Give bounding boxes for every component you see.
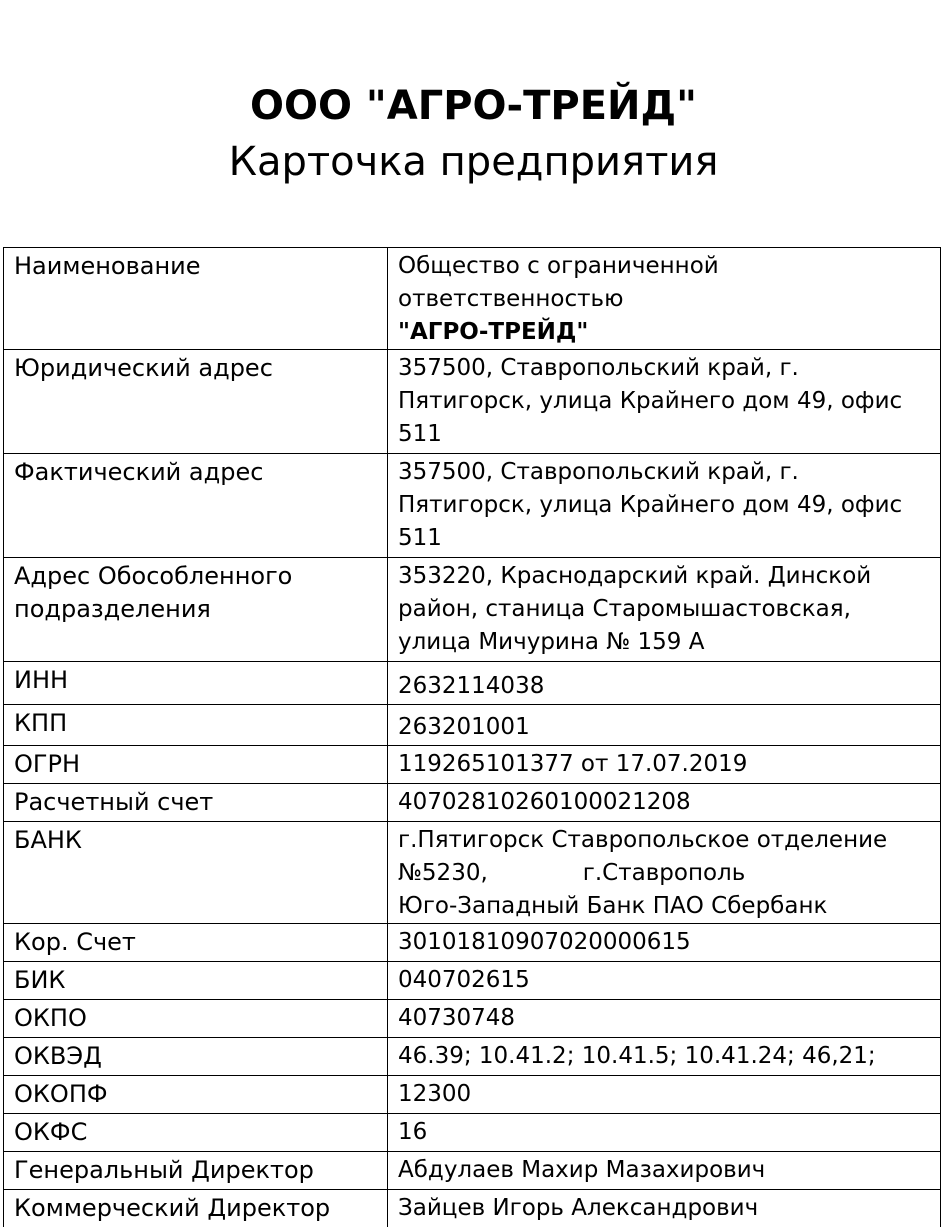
row-label: Генеральный Директор xyxy=(4,1152,388,1190)
table-row-okopf xyxy=(4,1076,941,1114)
table-row-name xyxy=(4,248,941,350)
row-label: Наименование xyxy=(4,248,388,350)
row-label: ОКФС xyxy=(4,1114,388,1152)
row-label: Расчетный счет xyxy=(4,784,388,822)
table-row-okpo xyxy=(4,1000,941,1038)
row-value: Абдулаев Махир Мазахирович xyxy=(388,1152,941,1190)
row-value: 30101810907020000615 xyxy=(388,924,941,962)
row-value: 2632114038 xyxy=(388,662,941,705)
row-label: БИК xyxy=(4,962,388,1000)
row-label: Коммерческий Директор xyxy=(4,1190,388,1227)
row-value: 12300 xyxy=(388,1076,941,1114)
row-value: 16 xyxy=(388,1114,941,1152)
table-row-okfs xyxy=(4,1114,941,1152)
row-label: Кор. Счет xyxy=(4,924,388,962)
row-label: Фактический адрес xyxy=(4,454,388,558)
table-row-ogrn xyxy=(4,746,941,784)
row-label: ОГРН xyxy=(4,746,388,784)
full-name-bold: "АГРО-ТРЕЙД" xyxy=(398,319,589,345)
row-label: ИНН xyxy=(4,662,388,705)
row-label: КПП xyxy=(4,705,388,746)
table-row-corr-account xyxy=(4,924,941,962)
row-label: ОКВЭД xyxy=(4,1038,388,1076)
document-header xyxy=(0,80,947,190)
row-value: 357500, Ставропольский край, г. Пятигорск, улица Крайнего дом 49, офис 511 xyxy=(388,350,941,454)
row-value: 119265101377 от 17.07.2019 xyxy=(388,746,941,784)
table-row-actual-address xyxy=(4,454,941,558)
row-label: БАНК xyxy=(4,822,388,924)
row-label: ОКПО xyxy=(4,1000,388,1038)
row-value: 40702810260100021208 xyxy=(388,784,941,822)
table-row-account xyxy=(4,784,941,822)
row-label: ОКОПФ xyxy=(4,1076,388,1114)
table-row-inn xyxy=(4,662,941,705)
document-subtitle: Карточка предприятия xyxy=(228,139,719,185)
table-row-commercial-director xyxy=(4,1190,941,1227)
table-row-kpp xyxy=(4,705,941,746)
row-label: Юридический адрес xyxy=(4,350,388,454)
row-value xyxy=(388,248,941,350)
company-title: ООО "АГРО-ТРЕЙД" xyxy=(249,83,697,129)
row-label: Адрес Обособленного подразделения xyxy=(4,558,388,662)
row-value xyxy=(388,822,941,924)
table-row-general-director xyxy=(4,1152,941,1190)
row-value: 357500, Ставропольский край, г. Пятигорск, улица Крайнего дом 49, офис 511 xyxy=(388,454,941,558)
company-card-table xyxy=(3,247,941,1227)
bank-line-2b: г.Ставрополь xyxy=(582,860,746,886)
table-row-bik xyxy=(4,962,941,1000)
bank-line-1: г.Пятигорск Ставропольское отделение xyxy=(398,827,888,853)
row-value: 040702615 xyxy=(388,962,941,1000)
row-value: Зайцев Игорь Александрович xyxy=(388,1190,941,1227)
table-row-okved xyxy=(4,1038,941,1076)
row-value: 46.39; 10.41.2; 10.41.5; 10.41.24; 46,21; xyxy=(388,1038,941,1076)
row-value: 353220, Краснодарский край. Динской район, станица Старомышастовская, улица Мичурина № 159 А xyxy=(388,558,941,662)
row-value: 40730748 xyxy=(388,1000,941,1038)
row-value: 263201001 xyxy=(388,705,941,746)
bank-line-2a: №5230, xyxy=(398,860,488,886)
full-name-text: Общество с ограниченной ответственностью xyxy=(398,253,719,312)
table-row-legal-address xyxy=(4,350,941,454)
table-row-branch-address xyxy=(4,558,941,662)
bank-line-3: Юго-Западный Банк ПАО Сбербанк xyxy=(398,893,828,919)
table-row-bank xyxy=(4,822,941,924)
